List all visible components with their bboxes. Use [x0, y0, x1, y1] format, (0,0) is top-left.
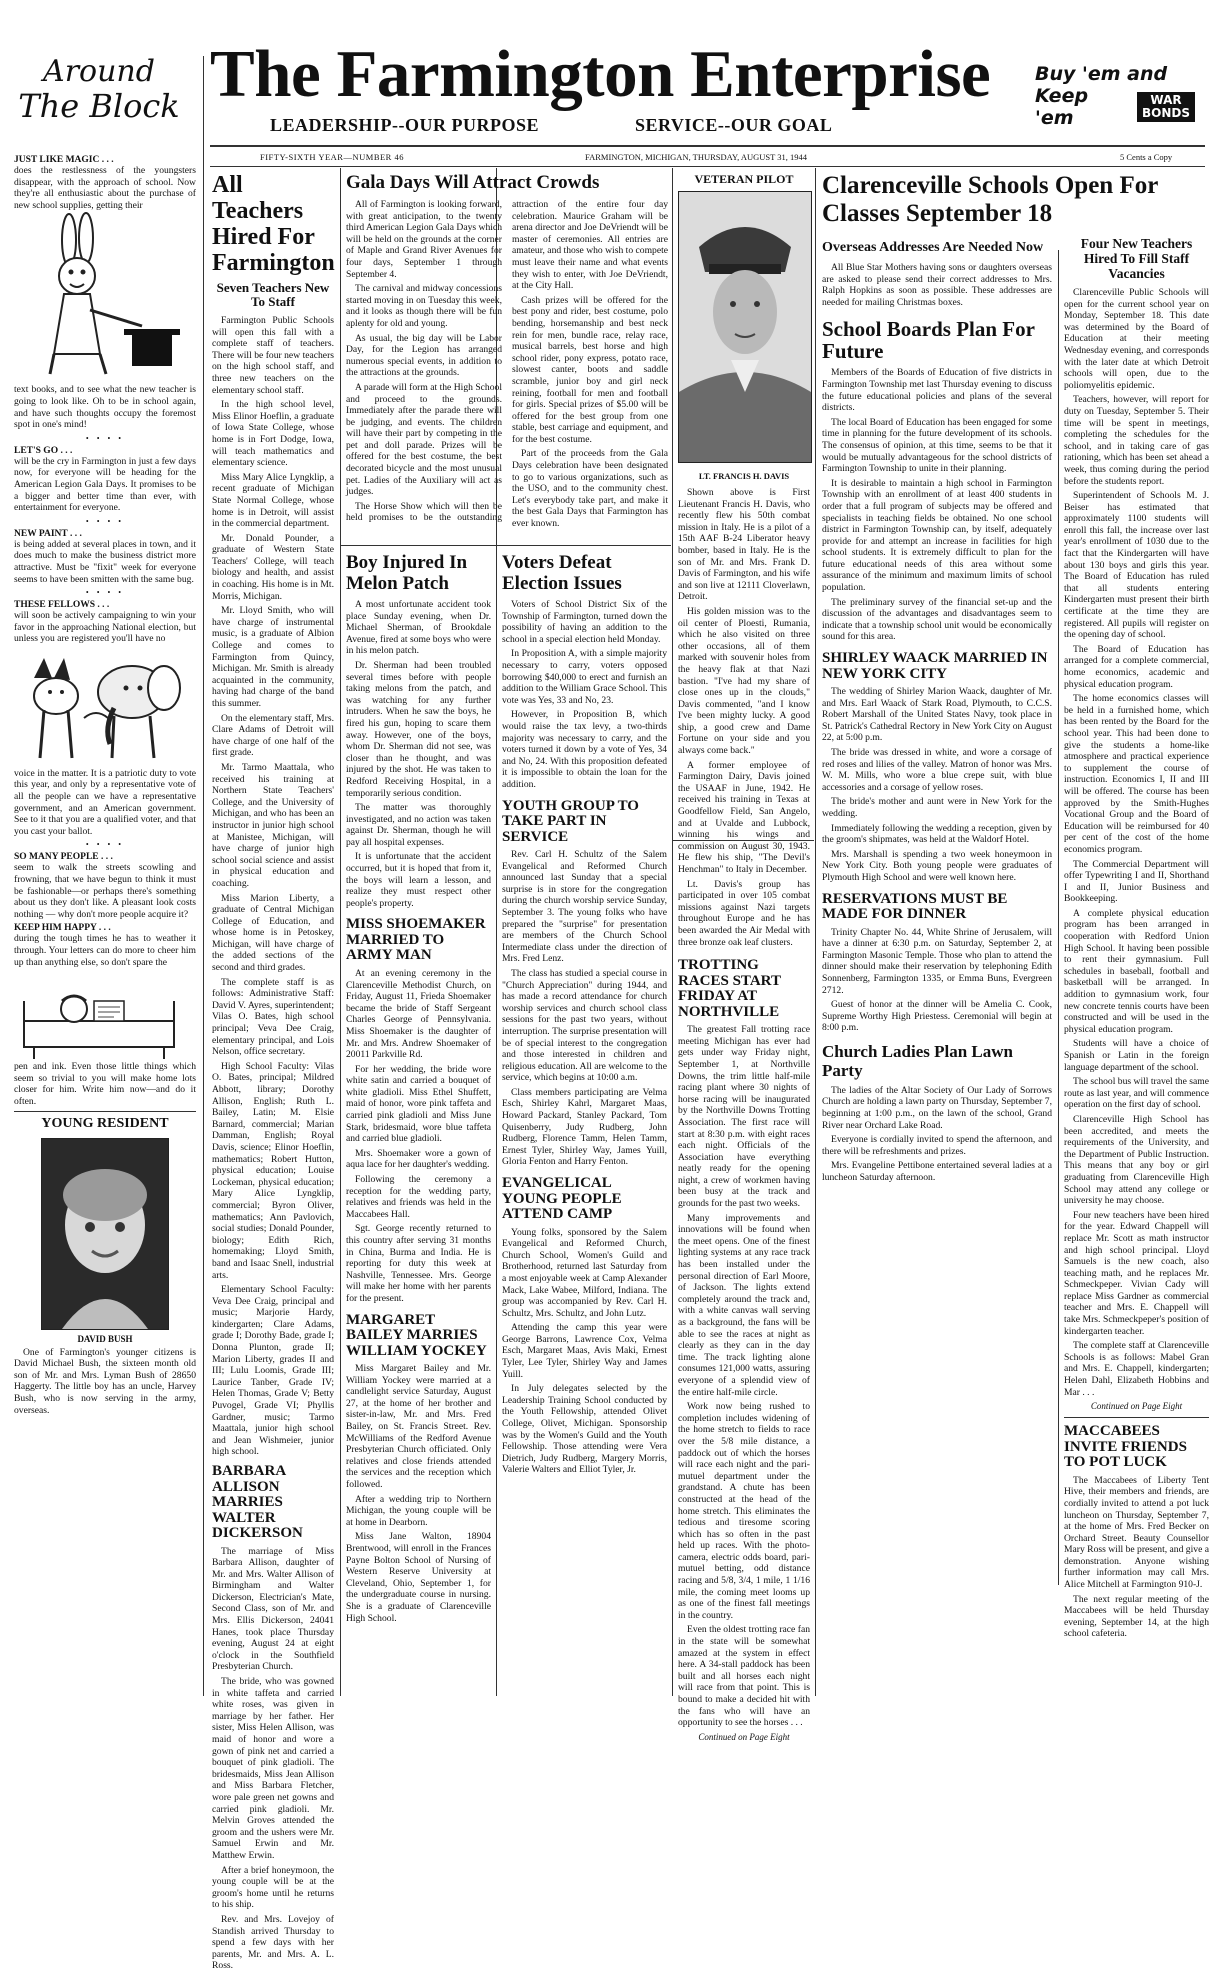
- teachers-p2: In the high school level, Miss Elinor Hoeflin, a graduate of Iowa State College, whose home is in Fort Dodge, Iowa, will teach mathematics and elementary science.: [212, 399, 334, 469]
- column-4-lower: [502, 552, 667, 1697]
- boards-headline: School Boards Plan For Future: [822, 317, 1035, 364]
- clarence-p3: Superintendent of Schools M. J. Beiser has estimated that approximately 1100 students will enroll this fall, the increase over last year's enrollment of 1030 due to the fact that the Kindergarten will have about 130 boys and girls this year. The Board of Education has ruled that all students entering Kindergarten must present their birth certificate at the time they are registered. All pupils will register on the opening day of school.: [1064, 490, 1209, 641]
- ladies-p3: Mrs. Evangeline Pettibone entertained several ladies at a luncheon Saturday afternoon.: [822, 1160, 1052, 1184]
- bailey-p3: Miss Jane Walton, 18904 Brentwood, will enroll in the Frances Payne Bolton School of Nursing of Western Reserve University at Cleveland, Ohio, September 1, for the undergraduate course in nursing. She is a graduate of Clarenceville High School.: [346, 1531, 491, 1624]
- item-text-keep-him-happy: during the tough times he has to weather it through. Your letters can do more to cheer him up than anything else, so don't spare the: [14, 933, 196, 968]
- reservations-p2: Guest of honor at the dinner will be Amelia C. Cook, Supreme Worthy High Priestess. Ceremonial will begin at 8:00 p.m.: [822, 999, 1052, 1034]
- pilot-portrait-image: [679, 192, 811, 462]
- teachers-p4: Mr. Donald Pounder, a graduate of Western State Teachers' College, will teach biology and health, and assist in coaching. His home is in Mt. Morris, Michigan.: [212, 532, 334, 602]
- column-6: [822, 234, 1052, 1696]
- column-rule-6: [1058, 250, 1059, 1585]
- masthead-rule-top: [210, 145, 1205, 147]
- teachers-p11: Elementary School Faculty: Veva Dee Craig, principal and music; Marjorie Hardy, kindergarten; Clare Adams, grade I; Dorothy Bade, grade I; Donna Plunton, grade II; Marion Liberty, grades II and III; Lulu Loomis, Grade III; Laurice Tanber, Grade IV; Helen Thomas, Grade V; Betty Puvogel, Grade VI; Phyllis Gardner, music; Tarmo Maattala, junior high school and Jean Wishmeier, junior high school.: [212, 1284, 334, 1458]
- column-3-lower: [346, 552, 491, 1697]
- shoemaker-p2: For her wedding, the bride wore white satin and carried a bouquet of white gladioli. Miss Ethel Shuffett, maid of honor, wore pink taffeta and carried pink gladioli and Miss June Stark, bridesmaid, wore blue taffeta and carried blue gladioli.: [346, 1063, 491, 1145]
- youth-headline: YOUTH GROUP TO TAKE PART IN SERVICE: [502, 797, 639, 845]
- masthead-ear-right: [1035, 64, 1195, 134]
- gala-p4: A parade will form at the High School and proceed to the grounds. Immediately after the parade there will be judging, and events. The children will have their part by competing in the pet and doll parade. Prizes will be offered for the best costume, the best decorated bicycle and the most unusual pet. Ladies of the Auxiliary will act as judges.: [346, 381, 502, 498]
- column-rule-5: [815, 168, 816, 1696]
- waack-p4: Immediately following the wedding a reception, given by the groom's shipmates, was held at the Waldorf Hotel.: [822, 822, 1052, 846]
- youth-p2: The class has studied a special course in "Church Appreciation" during 1944, and has made a record attendance for church worship services and church school class sessions for the past two years, without interruption. The surprise presentation will be of special interest to the congregation and those interested in children and religious education. All are welcome to the service, which begins at 10:00 a.m.: [502, 967, 667, 1084]
- teachers-p8: Miss Marion Liberty, a graduate of Central Michigan College of Education, and whose home is in Petoskey, Michigan, will have charge of the added sections of the second and third grades.: [212, 892, 334, 974]
- boards-p2: The local Board of Education has been engaged for some time in planning for the future development of its schools. The consensus of opinion, at this time, seems to be that it would be mutually advantageous for the school districts of Farmington Township to unite in their planning.: [822, 416, 1052, 475]
- war-bonds-badge: WAR BONDS: [1137, 92, 1195, 122]
- ladies-p2: Everyone is cordially invited to spend the afternoon, and there will be refreshments and prizes.: [822, 1134, 1052, 1157]
- pilot-caption: LT. FRANCIS H. DAVIS: [698, 471, 790, 481]
- political-cartoon: [14, 648, 196, 768]
- donkey-elephant-illustration: [14, 648, 196, 768]
- youth-p3: Class members participating are Velma Esch, Shirley Kahrl, Margaret Maas, Howard Packard, Stanley Packard, Tom Quisenberry, Judy Rudberg, John Rudberg, Florence Tamm, Helen Tamm, Ernest Tyler, Shirley Way, James Yuill, Gloria Fenton and Harry Fenton.: [502, 1086, 667, 1168]
- voters-headline: Voters Defeat Election Issues: [502, 552, 622, 594]
- rule-under-gala: [341, 545, 671, 546]
- reservations-p1: Trinity Chapter No. 44, White Shrine of Jerusalem, will have a dinner at 6:30 p.m. on Saturday, September 2, at Farmington Masonic Temple. Those who plan to attend the dinner should make their reservation by telephoning Edith Sonnenberg, Farmington 1335, or Emma Buns, Evergreen 2712.: [822, 926, 1052, 996]
- voters-p1: Voters of School District Six of the Township of Farmington, turned down the possibility of having an addition to the school in a special election held Monday.: [502, 599, 667, 645]
- item-text-so-many-people: seem to walk the streets scowling and frowning, that we have begun to think it must be fashionable—or perhaps there's something about us they don't like. A pleasant look costs nothing — why don't more people acquire it?: [14, 862, 196, 920]
- ear-left-line-1: Around: [43, 54, 155, 89]
- separator: • • • •: [85, 516, 125, 526]
- clarence-p1: Clarenceville Public Schools will open for the current school year on Monday, September 18. This date was determined by the Board of Education at their meeting Wednesday evening, and corresponds with the later date at which Detroit schools will open, due to the poliomyelitis epidemic.: [1064, 287, 1209, 391]
- column-rule-1: [203, 56, 204, 1696]
- veteran-pilot-label: VETERAN PILOT: [694, 172, 794, 186]
- pilot-photo: [678, 191, 812, 463]
- item-head-keep-him-happy: KEEP HIM HAPPY . . .: [14, 923, 111, 934]
- shoemaker-headline: MISS SHOEMAKER MARRIED TO ARMY MAN: [346, 916, 486, 964]
- trotting-p2: Many improvements and innovations will be found when the meet opens. One of the finest lighting systems at any race track has been installed under the personal direction of Earl Moore, of Jackson. The lights extend completely around the track and, with a white canvas wall serving as a background, the fans will be able to see the races at night as clearly as they can in the day time. The track lighting alone consumes 121,000 watts, assuring everyone of a splendid view of the entire half-mile circle.: [678, 1212, 810, 1398]
- overseas-p1: All Blue Star Mothers having sons or daughters overseas are asked to please send their correct addresses to Mrs. Ralph Hopkins as soon as possible. These addresses are needed for mailing Christmas boxes.: [822, 262, 1052, 308]
- david-bush-photo: [41, 1138, 169, 1330]
- allison-p4: Rev. and Mrs. Lovejoy of Standish arrived Thursday to spend a few days with her parents, Mr. and Mrs. A. L. Ross.: [212, 1913, 334, 1972]
- item-head-magic: JUST LIKE MAGIC . . .: [14, 155, 114, 165]
- folio-left: FIFTY-SIXTH YEAR—NUMBER 46: [260, 152, 404, 162]
- clarenceville-headline: Clarenceville Schools Open For Classes September 18: [822, 172, 1158, 227]
- trotting-p3: Work now being rushed to completion includes widening of the home stretch to fields to race over the 5/8 mile distance, a paddock out of which the horses will race each night and the pari-mutuel department under the grandstand. A chute has been constructed at the head of the home stretch. This eliminates the tedious and tiresome scoring which has so often in the past held up races. With the photo-camera, electric odds board, pari-mutuel betting, odd distance racing and 5/8, 3/4, 1 mile, 1 1/16 mile, the coming meet looms up as one of the finest fall meetings in the country.: [678, 1401, 810, 1621]
- teachers-subhead: Seven Teachers New To Staff: [216, 280, 330, 309]
- trotting-continued[interactable]: Continued on Page Eight: [698, 1731, 790, 1742]
- melon-p3: The matter was thoroughly investigated, and no action was taken against Dr. Sherman, though he will pay all hospital expenses.: [346, 802, 491, 848]
- gala-p5: The Horse Show which will then be held promises to be the outstanding attraction of the entire four day celebration. Maurice Graham will be arena director and Joe DeVriendt will be master of ceremonies. All entries are amateur, and those who wish to compete must leave their name and what events they wish to enter, with Joe DeVriendt, at the City Hall.: [346, 199, 669, 524]
- item-head-so-many-people: SO MANY PEOPLE . . .: [14, 852, 113, 863]
- camp-p3: In July delegates selected by the Leadership Training School conducted by the Youth Fellowship, attended Olivet College, Olivet, Michigan. Sponsorship was by the Women's Guild and the Youth Fellowship. Those attending were Vera Dietrich, Judy Rudberg, Margery Morris, Valerie Walters and Elliot Tyler, Jr.: [502, 1383, 667, 1476]
- item-text-lets-go: will be the cry in Farmington in just a few days now, for everyone will be heading for the American Legion Gala Days. It promises to be a bigger and better time than ever, with entertainment for everyone.: [14, 455, 196, 514]
- ear-left-line-2: The Block: [18, 87, 180, 125]
- waack-p3: The bride's mother and aunt were in New York for the wedding.: [822, 796, 1052, 819]
- melon-p1: A most unfortunate accident took place Sunday evening, when Dr. Michael Sherman, of Brookdale Avenue, fired at some boys who were in his melon patch.: [346, 599, 491, 657]
- rabbit-magician-illustration: [14, 214, 196, 384]
- teachers-p5: Mr. Lloyd Smith, who will have charge of instrumental music, is a graduate of Albion College and comes to Farmington from Quincy, Michigan. Mr. Smith is already acquainted in the community, having had charge of the band this summer.: [212, 605, 334, 709]
- voters-p2: In Proposition A, with a simple majority necessary to carry, voters opposed borrowing $40,000 to erect and furnish an addition to the William Grace School. This vote was Yes, 33 and No, 23.: [502, 648, 667, 706]
- child-portrait-image: [42, 1139, 168, 1329]
- item-text-these-fellows: will soon be actively campaigning to win your favor in the approaching National election, but unless you are registered you'll have no: [14, 610, 196, 645]
- separator: • • • •: [85, 588, 125, 598]
- young-resident-head: YOUNG RESIDENT: [41, 1115, 169, 1131]
- trotting-p1: The greatest Fall trotting race meeting Michigan has ever had gets under way Friday night, September 1, at Northville Downs, the trim little half-mile racing plant where 30 nights of horse racing will be inaugurated by the Northville Downs Trotting Association. The first race will start at 8:30 p.m. with eight races each night. Officials of the Association have everything neatly ready for the opening night, a crew of workmen having been busy at the track and grounds for the past two weeks.: [678, 1024, 810, 1210]
- teachers-column: [212, 172, 335, 1972]
- gala-p2: The carnival and midway concessions started moving in on Tuesday this week, and it looks as though there will be fun aplenty for old and young.: [346, 283, 502, 329]
- maccabees-p2: The next regular meeting of the Maccabees will be held Thursday evening, September 14, at the high school cafeteria.: [1064, 1593, 1209, 1640]
- pilot-p3: A former employee of Farmington Dairy, Davis joined the USAAF in June, 1942. He received his training in Texas at Goodfellow Field, San Angelo, and at Uvalde and Lubbock, winning his wings and commission on August 30, 1943. He flew his ship, "The Devil's Henchman" to Italy in December.: [678, 759, 810, 875]
- allison-p2: The bride, who was gowned in white taffeta and carried white roses, was given in marriage by her father. Her sister, Miss Helen Allison, was maid of honor and wore a gown of pink net and carried a bouquet of pink gladioli. The bridesmaids, Miss Jean Allison and Miss Barbara Fletcher, wore pale green net gowns and carried pink gladioli. Mr. Melvin Groves attended the groom and the ushers were Mr. Samuel Erwin and Mr. Matthew Erwin.: [212, 1676, 334, 1861]
- item-text-magic: does the restlessness of the youngsters disappear, with the approach of school. Now they're all enthusiastic about the purchase of new school supplies, getting their: [14, 165, 196, 211]
- clarence-p7: A complete physical education program has been arranged in cooperation with Redford Union High School. It having been possible to rent their gymnasium. Full schedules in baseball, football and basketball will be arranged. In addition to gymnasium work, four new concrete tennis courts have been constructed and will be used in the physical education program.: [1064, 907, 1209, 1035]
- gala-p1: All of Farmington is looking forward, with great anticipation, to the twenty third American Legion Gala Days which will be held on the grounds at the corner of Maple and Grand River Avenues for four days, September 1 through September 4.: [346, 199, 502, 280]
- separator: • • • •: [85, 840, 125, 850]
- youth-p1: Rev. Carl H. Schultz of the Salem Evangelical and Reformed Church announced last Sunday that a special surprise is in store for the congregation during the church worship service Sunday, September 3. The young folks who have prepared the "surprise" for presentation are members of the Church School Intermediate class under the direction of Mrs. Fred Lenz.: [502, 849, 667, 965]
- pilot-p4: Lt. Davis's group has participated in over 105 combat missions against Nazi targets throughout Europe and he has been awarded the Air Medal with three bronze oak leaf clusters.: [678, 878, 810, 948]
- around-the-block-column: [14, 152, 196, 1697]
- teachers-headline: All Teachers Hired For Farmington: [212, 172, 335, 276]
- clarence-continued[interactable]: Continued on Page Eight: [1090, 1401, 1183, 1412]
- folio-right: 5 Cents a Copy: [1120, 152, 1173, 162]
- waack-p2: The bride was dressed in white, and wore a corsage of red roses and lilies of the valley. Matron of honor was Mrs. W. M. Mills, who wore a blue crepe suit, with blue accessories and a corsage of yellow roses.: [822, 747, 1052, 793]
- clarence-p4: The Board of Education has arranged for a complete commercial, home economics, academic and physical education program.: [1064, 643, 1209, 690]
- rabbit-cartoon: [14, 214, 196, 384]
- ladies-p1: The ladies of the Altar Society of Our Lady of Sorrows Church are holding a lawn party on Thursday, September 7, beginning at 1:00 p.m., on the lawn of the school, Grand River near Orchard Lake Road.: [822, 1084, 1052, 1131]
- young-resident-text: One of Farmington's younger citizens is David Michael Bush, the sixteen month old son of Mr. and Mrs. Lyman Bush of 28650 Haggerty. The little boy has an uncle, Harvey Bush, who is now serving in the army, overseas.: [14, 1346, 196, 1416]
- masthead-ear-left: [14, 56, 184, 146]
- clarence-p2: Teachers, however, will report for duty on Tuesday, September 5. Their time will be spent in meetings, completing the schedules for the school, and in taking care of gas rationing, which has been set ahead a week, thus coming during the period before the students report.: [1064, 394, 1209, 487]
- teachers-p10: High School Faculty: Vilas O. Bates, principal; Mildred Abbott, library; Dorothy Allison, English; Ruth L. Bailey, Latin; M. Elsie Barnard, commercial; Marian Damman, English; Royal Davis, science; Elinor Hoeflin, mathematics; Robert Hutton, physical education; Louise Lockeman, physical education; Mary Alice Lyngklip, commercial; Byron Oliver, mathematics; Ann Pavlovich, social studies; Donald Pounder, biology; Edith Rich, homemaking; Lloyd Smith, band and Isaac Snell, industrial arts.: [212, 1060, 334, 1281]
- camp-p2: Attending the camp this year were George Barrons, Lawrence Cox, Velma Esch, Margaret Maas, Avis Maki, Ernest Tyler, Lee Tyler, Shirley Way and James Yuill.: [502, 1322, 667, 1380]
- david-bush-caption: DAVID BUSH: [77, 1333, 133, 1344]
- motto-left: LEADERSHIP--OUR PURPOSE: [270, 115, 540, 135]
- item-text-these-fellows-cont: voice in the matter. It is a patriotic duty to vote this year, and only by a representative vote of all the people can we have a representative government, and an American government. See to it that you are a qualified voter, and that you cast your ballot.: [14, 767, 196, 837]
- item-text-magic-cont: text books, and to see what the new teacher is going to look like. Oh to be in school again, and have such thoughts occupy the foremost spot in one's mind!: [14, 384, 196, 431]
- newspaper-title: The Farmington Enterprise: [210, 37, 991, 111]
- melon-p4: It is unfortunate that the accident occurred, but it is hoped that from it, the boys will learn a lesson, and realize they must respect other people's property.: [346, 851, 491, 909]
- shoemaker-p4: Following the ceremony a reception for the wedding party, relatives and friends was held in the Maccabees Hall.: [346, 1174, 491, 1220]
- clarence-p10: Clarenceville High School has been accredited, and meets the requirements of the University, and the Department of Public Instruction. This means that any boy or girl graduating from Clarenceville High School may attend any college or university he may choose.: [1064, 1113, 1209, 1207]
- clarence-p11: Four new teachers have been hired for the year. Edward Chappell will replace Mr. Scott as math instructor and high school principal. Lloyd Samuels is the new coach, also teaching math, and he replaces Mr. Schmeckpeper. Vivian Cady will replace Miss Gardner as commercial teacher and Mrs. E. Chappell will take Mrs. Schmeckpeper's position of kindergarten teacher.: [1064, 1209, 1209, 1337]
- pilot-p2: His golden mission was to the oil center of Ploesti, Rumania, which he also visited on three other occasions, all of them marked with souvenir holes from the heavy flak at that Nazi bastion. "I've had my share of close ones up in the clouds," Davis commented, "and I know I've been mighty lucky. A good ship, a good crew and Dame Fortune on your side and you always come back.": [678, 605, 810, 757]
- clarence-p6: The Commercial Department will offer Typewriting I and II, Shorthand I and II, Junior Business and Bookkeeping.: [1064, 858, 1209, 905]
- bailey-headline: MARGARET BAILEY MARRIES WILLIAM YOCKEY: [346, 1311, 487, 1359]
- item-text-new-paint: is being added at several places in town, and it does much to make the business district more attractive. Must be "fixit" week for everyone seems to have been smitten with the same bug.: [14, 538, 196, 585]
- gala-p6: Cash prizes will be offered for the best pony and rider, best costume, polo bending, horsemanship and best neck rein for men, bundle race, relay race, musical barrels, best horse and high school rider, pony express, potato race, slowest canter, boots and saddle scramble, junior boy and girl neck reining, football for men and football for girls. Special prizes of $5.00 will be offered for the best group from one stable, best carriage and equipment, and for the best costume.: [512, 294, 668, 445]
- column-rule-2: [340, 168, 341, 1696]
- rule: [14, 1111, 196, 1112]
- clarence-p5: The home economics classes will be held in a furnished home, which has been rented by the Board for the school year. This had been done to give the students a home-like atmosphere and practical experience to supplement the course of instruction. Economics I, II and III will be offered. The course has been approved by the Smith-Hughes Vocational Group and the Board of Education will be reimbursed for 40 per cent of the cost of the home economics program.: [1064, 693, 1209, 855]
- overseas-headline: Overseas Addresses Are Needed Now: [822, 240, 1044, 255]
- teachers-p3: Miss Mary Alice Lyngklip, a recent graduate of Michigan State Normal College, whose home is in Detroit, will assist in the commercial department.: [212, 471, 334, 530]
- waack-p1: The wedding of Shirley Marion Waack, daughter of Mr. and Mrs. Earl Waack of Stark Road, Plymouth, to C.C.S. Robert Marshall of the United States Navy, took place in St. Patrick's Cathedral Rectory in New York City on August 22, at 5:00 p.m.: [822, 686, 1052, 744]
- waack-headline: SHIRLEY WAACK MARRIED IN NEW YORK CITY: [822, 650, 1048, 682]
- soldier-letter-cartoon: [14, 971, 196, 1061]
- boards-p1: Members of the Boards of Education of five districts in Farmington Township met last Thursday evening to discuss the future educational policies and plans of the several districts.: [822, 367, 1052, 414]
- teachers-p1: Farmington Public Schools will open this fall with a complete staff of teachers. There will be four new teachers on the high school staff, and three new teachers on the elementary school staff.: [212, 315, 334, 396]
- allison-headline: BARBARA ALLISON MARRIES WALTER DICKERSON: [212, 1463, 303, 1541]
- boards-p3: It is desirable to maintain a high school in Farmington Township with an enrollment of at least 400 students in order that a full program of subjects may be offered and specialists in teaching fields be obtained. No one school district in Farmington Township can, by itself, adequately provide for and attempt an increase in facilities for high school students. It is extremely difficult to plan for the future educational needs of this area without some assurance of the minimum and maximum limits of school population.: [822, 477, 1052, 594]
- item-text-keep-him-happy-cont: pen and ink. Even those little things which seem so trivial to you will make home lots closer for him. Write him now—and do it often.: [14, 1061, 196, 1107]
- teachers-p6: On the elementary staff, Mrs. Clare Adams of Detroit will have charge of one half of the first grade.: [212, 712, 334, 759]
- reservations-headline: RESERVATIONS MUST BE MADE FOR DINNER: [822, 890, 1008, 923]
- soldier-in-bed-illustration: [14, 971, 196, 1061]
- gala-headline: Gala Days Will Attract Crowds: [346, 172, 600, 193]
- trotting-headline: TROTTING RACES START FRIDAY AT NORTHVILLE: [678, 957, 781, 1020]
- masthead-rule-bottom: [210, 166, 1205, 167]
- folio-center: FARMINGTON, MICHIGAN, THURSDAY, AUGUST 31, 1944: [585, 152, 808, 162]
- clarence-p8: Students will have a choice of Spanish or Latin in the foreign language department of the school.: [1064, 1038, 1209, 1073]
- trotting-p4: Even the oldest trotting race fan in the state will be somewhat amazed at the system in effect here. A 34-stall paddock has been built and all horses each night will race from that point. This is bound to make a decided hit with the fans who will have an opportunity to see the horses . . .: [678, 1624, 810, 1729]
- pilot-p1: Shown above is First Lieutenant Francis H. Davis, who recently flew his 50th combat mission in Italy. He is a pilot of a 15th AAF B-24 Liberator heavy bomber, based in Italy. He is the son of Mr. and Mrs. Frank D. Davis of Farmington, and his wife and son live at 12111 Cloverlawn, Detroit.: [678, 487, 810, 603]
- column-rule-4: [672, 168, 673, 1696]
- camp-p1: Young folks, sponsored by the Salem Evangelical and Reformed Church, Church School, Women's Guild and Brotherhood, returned last Saturday from a most enjoyable week at Camp Alexander Mack, Lake Wabee, Milford, Indiana. The group was accompanied by Rev. Carl H. Schultz, Mrs. Schultz, and John Lutz.: [502, 1226, 667, 1319]
- gala-days-article: [346, 172, 668, 542]
- motto-right: SERVICE--OUR GOAL: [635, 115, 833, 135]
- maccabees-headline: MACCABEES INVITE FRIENDS TO POT LUCK: [1064, 1423, 1187, 1471]
- separator: • • • •: [85, 433, 125, 443]
- shoemaker-p1: At an evening ceremony in the Clarenceville Methodist Church, on Friday, August 11, Frieda Shoemaker became the bride of Staff Sergeant Charles George of Pennsylvania. Miss Shoemaker is the daughter of Mr. and Mrs. Andrew Shoemaker of 20011 Parkville Rd.: [346, 967, 491, 1061]
- clarence-p9: The school bus will travel the same route as last year, and will commence operation on the first day of school.: [1064, 1076, 1209, 1111]
- shoemaker-p3: Mrs. Shoemaker wore a gown of aqua lace for her daughter's wedding.: [346, 1147, 491, 1171]
- melon-p2: Dr. Sherman had been troubled several times before with people taking melons from the patch, and was watching for any further intruders. When he saw the boys, he fired his gun, hoping to scare them away. However, one of the boys, whom Dr. Sherman did not see, was closer than he thought, and was injured by the shot. He was taken to Redford Receiving Hospital, in a temporarily serious condition.: [346, 659, 491, 799]
- clarence-p12: The complete staff at Clarenceville Schools is as follows: Mabel Gran and Mrs. E. Chappell, kindergarten; Helen Dahl, Elizabeth Hobbins and Mar . . .: [1064, 1340, 1209, 1398]
- item-head-these-fellows: THESE FELLOWS . . .: [14, 600, 110, 611]
- gala-p7: Part of the proceeds from the Gala Days celebration have been designated to go to various organizations, such as the USO, and to the community chest. Let's everybody take part, and make it the best Gala Days that Farmington has ever known.: [512, 448, 668, 530]
- voters-p3: However, in Proposition B, which would raise the tax levy, a two-thirds majority was necessary to carry, and the voters turned it down by a vote of Yes, 34 and No, 24. With this proposition defeated it is impossible to obtain the loan for the addition.: [502, 709, 667, 790]
- item-head-new-paint: NEW PAINT . . .: [14, 528, 82, 539]
- allison-p3: After a brief honeymoon, the young couple will be at the groom's home until he returns to his ship.: [212, 1864, 334, 1911]
- teachers-p7: Mr. Tarmo Maattala, who received his training at Northern State Teachers' College, and the University of Michigan, and who has been an instructor in junior high school at Manistee, Michigan, will have charge of junior high school social science and assist in physical education and coaching.: [212, 761, 334, 889]
- bailey-p1: Miss Margaret Bailey and Mr. William Yockey were married at a candlelight service Saturday, August 27, at the home of her brother and sister-in-law, Mr. and Mrs. Fred Bailey, on St. Francis Street. Rev. McWilliams of the Redford Avenue Presbyterian Church officiated. Only relatives and close friends attended the services and the reception which followed.: [346, 1363, 491, 1490]
- rule: [1064, 1417, 1209, 1418]
- ladies-headline: Church Ladies Plan Lawn Party: [822, 1041, 1013, 1080]
- ear-right-line-1: Buy 'em and: [1035, 63, 1168, 85]
- gala-p3: As usual, the big day will be Labor Day, for the Legion has arranged numerous special events, in addition to the attractions at the grounds.: [346, 332, 502, 379]
- bailey-p2: After a wedding trip to Northern Michigan, the young couple will be at home in Dearborn.: [346, 1493, 491, 1528]
- ear-right-line-2: Keep 'em: [1035, 85, 1089, 129]
- camp-headline: EVANGELICAL YOUNG PEOPLE ATTEND CAMP: [502, 1175, 622, 1223]
- waack-p5: Mrs. Marshall is spending a two week honeymoon in New York City. Both young people were graduates of Plymouth High School and were well known here.: [822, 848, 1052, 883]
- column-7: [1064, 234, 1209, 1696]
- allison-p1: The marriage of Miss Barbara Allison, daughter of Mr. and Mrs. Walter Allison of Birmingham and Walter Dickerson, Electrician's Mate, Second Class, son of Mr. and Mrs. Ellis Dickerson, 24041 Hanes, took place Thursday evening, August 24 at eight o'clock in the Southfield Presbyterian Church.: [212, 1545, 334, 1673]
- shoemaker-p5: Sgt. George recently returned to this country after serving 31 months in China, Burma and India. He is reporting for duty this week at Nashville, Tennessee. Mrs. George will make her home with her parents for the present.: [346, 1223, 491, 1304]
- melon-headline: Boy Injured In Melon Patch: [346, 552, 468, 594]
- column-5: [678, 172, 810, 1742]
- boards-p4: The preliminary survey of the financial set-up and the discussion of the advantages and disadvantages seem to indicate that a township school unit would be economically sound for this area.: [822, 596, 1052, 643]
- item-head-lets-go: LET'S GO . . .: [14, 445, 73, 456]
- maccabees-p1: The Maccabees of Liberty Tent Hive, their members and friends, are cordially invited to attend a pot luck luncheon on Thursday, September 7, at the home of Mrs. Fred Becker on Orchard Street. Beauty Counsellor Mary Ross will be present, and give a demonstration. Anyone wishing further information may call Mrs. Alice Mitchell at Farmington 910-J.: [1064, 1474, 1209, 1591]
- teachers-p9: The complete staff is as follows: Administrative Staff: David V. Ayres, superintendent; Vilas O. Bates, high school principal; Veva Dee Craig, elementary principal, and Lois Nelson, office secretary.: [212, 976, 334, 1058]
- clarenceville-subhead: Four New Teachers Hired To Fill Staff Vacancies: [1080, 236, 1193, 281]
